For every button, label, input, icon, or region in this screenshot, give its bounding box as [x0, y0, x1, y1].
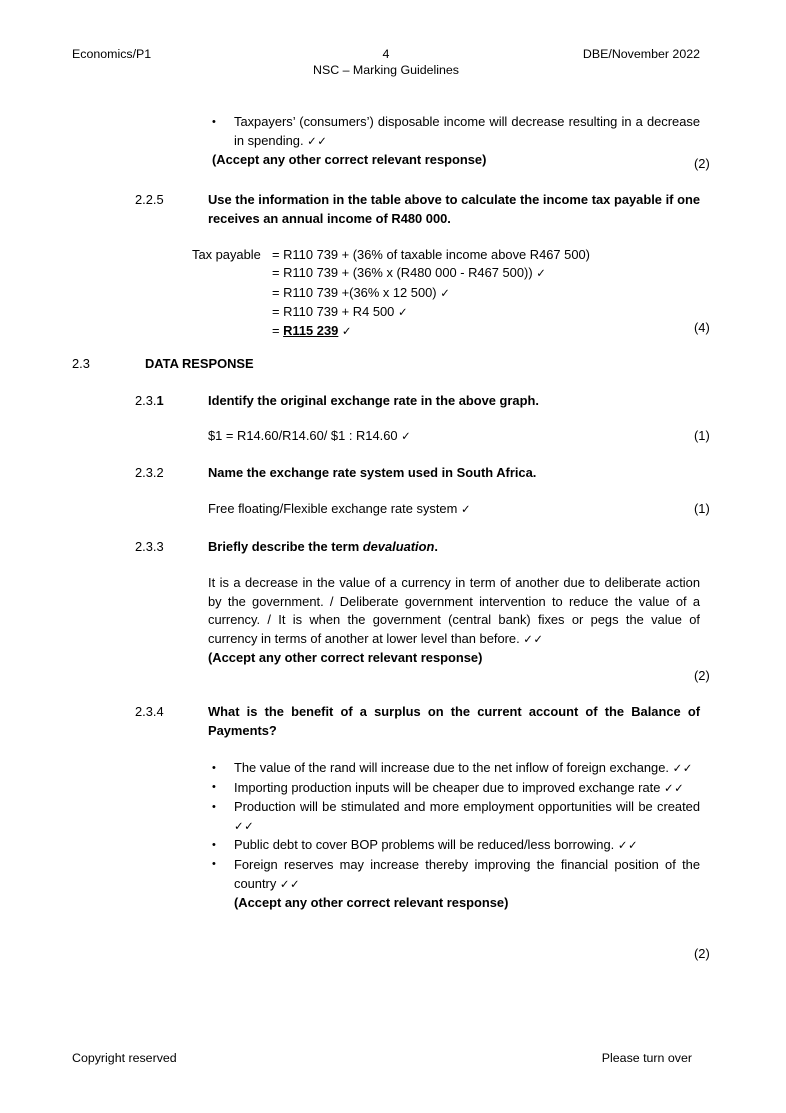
question-2-3-1-heading-row — [0, 392, 786, 411]
header-page-number: 4 — [382, 47, 390, 61]
question-number-2-3-2: 2.3.2 — [135, 465, 164, 480]
question-term-devaluation: devaluation — [362, 539, 435, 554]
tick-marks: ✓ — [460, 504, 472, 516]
question-2-3-3 — [0, 538, 786, 557]
question-text-2-3-2: Name the exchange rate system used in South Africa. — [208, 465, 537, 480]
calc-equals: = — [272, 303, 280, 319]
question-2-3-2-heading-row — [0, 464, 786, 483]
question-2-3-1 — [0, 392, 786, 411]
calc-final-answer: R115 239 — [283, 323, 339, 339]
question-number-prefix: 2.3. — [135, 393, 157, 408]
question-number-2-2-5: 2.2.5 — [135, 192, 164, 207]
question-text-2-2-5: Use the information in the table above to calculate the income tax payable if one receives an annual income of R480 000. — [208, 192, 700, 226]
answer-text-2-3-3 — [208, 574, 700, 649]
header-subject: Economics/P1 — [72, 47, 152, 61]
list-item — [212, 836, 700, 856]
calc-line — [192, 246, 786, 264]
answer-2-2-5-calculation — [0, 246, 786, 341]
bullet-text: Production will be stimulated and more employment opportunities will be created — [234, 799, 700, 815]
marks-value: (1) — [694, 428, 710, 443]
marks-value: (2) — [694, 156, 710, 171]
calc-expression: R110 739 + (36% x (R480 000 - R467 500)) — [283, 265, 533, 281]
tick-marks: ✓ — [397, 306, 409, 319]
bullet-text: Taxpayers’ (consumers’) disposable income will decrease resulting in a decrease in spending. — [234, 114, 700, 148]
tick-marks: ✓ — [536, 268, 547, 281]
question-text-suffix: . — [434, 539, 438, 554]
answer-value: It is a decrease in the value of a currency in term of another due to deliberate action by the government. / Deliberate government intervention to reduce the value of a currency. / It is when the government (central bank) fixes or pegs the value of currency in terms of another at lower level than before. — [208, 575, 700, 646]
question-2-3-4-heading-row — [0, 703, 786, 740]
list-item — [212, 113, 700, 151]
question-number-2-3-4: 2.3.4 — [135, 704, 164, 719]
calc-equals: = — [272, 265, 280, 281]
question-2-3-3-heading-row — [0, 538, 786, 557]
marks-value: (1) — [694, 501, 710, 516]
calc-line — [192, 264, 786, 283]
answer-text-2-3-2 — [208, 500, 700, 520]
calc-expression: R110 739 +(36% x 12 500) — [283, 284, 437, 300]
tick-marks: ✓✓ — [523, 633, 544, 646]
answer-2-3-4-bullet-wrap — [212, 759, 700, 913]
carryover-bullet-wrap — [212, 113, 700, 170]
tick-marks: ✓ — [440, 287, 451, 300]
section-2-3 — [0, 355, 786, 374]
section-number-2-3: 2.3 — [72, 356, 90, 371]
calc-lead-label: Tax payable — [192, 247, 261, 262]
question-number-2-3-1 — [135, 392, 164, 411]
header-document-subtitle: NSC – Marking Guidelines — [313, 63, 459, 77]
question-2-2-5 — [0, 191, 786, 228]
accept-note: (Accept any other correct relevant response) — [208, 650, 483, 666]
calc-line — [192, 284, 786, 303]
tick-marks: ✓✓ — [279, 878, 301, 891]
list-item — [212, 856, 700, 894]
list-item — [212, 779, 700, 799]
list-item — [212, 759, 700, 779]
header-exam-session: DBE/November 2022 — [582, 47, 700, 61]
answer-text-2-3-1 — [208, 427, 700, 447]
bullet-text: Foreign reserves may increase thereby improving the financial position of the country — [234, 856, 700, 891]
question-2-2-5-heading-row — [0, 191, 786, 228]
tick-marks: ✓ — [401, 431, 412, 443]
answer-value: $1 = R14.60/R14.60/ $1 : R14.60 — [208, 428, 398, 443]
section-title-data-response: DATA RESPONSE — [145, 356, 254, 371]
question-number-2-3-3: 2.3.3 — [135, 539, 164, 554]
tick-marks: ✓ — [341, 326, 353, 339]
marks-value: (4) — [694, 320, 710, 335]
answer-value: Free floating/Flexible exchange rate system — [208, 501, 458, 516]
footer-turn-over: Please turn over — [601, 1051, 692, 1065]
question-2-3-4 — [0, 703, 786, 740]
accept-note: (Accept any other correct relevant response) — [212, 152, 487, 168]
header-row-top — [72, 46, 700, 62]
calc-equals: = — [272, 247, 280, 262]
tick-marks: ✓✓ — [663, 782, 685, 795]
calc-equals: = — [272, 284, 280, 300]
tick-marks: ✓✓ — [234, 820, 255, 833]
answer-2-3-3 — [0, 574, 786, 683]
calc-equals: = — [272, 323, 280, 339]
bullet-text: Importing production inputs will be cheaper due to improved exchange rate — [234, 779, 661, 795]
answer-bullet-list-2-3-4 — [212, 759, 700, 894]
question-text-prefix: Briefly describe the term — [208, 539, 363, 554]
question-2-3-2 — [0, 464, 786, 483]
tick-marks: ✓✓ — [617, 840, 639, 853]
accept-note: (Accept any other correct relevant response) — [234, 895, 509, 911]
bullet-text: The value of the rand will increase due to the net inflow of foreign exchange. — [234, 760, 669, 775]
carryover-answer-block — [0, 113, 786, 170]
question-text-2-3-3 — [208, 538, 700, 557]
marks-value: (2) — [694, 668, 710, 683]
answer-2-3-4 — [0, 759, 786, 961]
list-item — [212, 798, 700, 836]
bullet-text: Public debt to cover BOP problems will be reduced/less borrowing. — [234, 837, 615, 853]
page-header — [72, 46, 700, 78]
footer-copyright: Copyright reserved — [72, 1051, 177, 1065]
section-2-3-heading-row — [0, 355, 786, 374]
carryover-bullet-list — [212, 113, 700, 151]
answer-2-3-2 — [0, 500, 786, 520]
answer-2-3-1 — [0, 427, 786, 447]
calc-expression: R110 739 + (36% of taxable income above R467 500) — [283, 247, 590, 262]
question-text-2-3-1: Identify the original exchange rate in the above graph. — [208, 393, 539, 408]
tick-marks: ✓✓ — [672, 763, 693, 775]
question-text-2-3-4: What is the benefit of a surplus on the current account of the Balance of Payments? — [208, 704, 700, 738]
marks-value: (2) — [694, 946, 710, 961]
calc-expression: R110 739 + R4 500 — [283, 303, 395, 319]
question-number-suffix: 1 — [156, 393, 164, 408]
tick-marks: ✓✓ — [307, 135, 328, 148]
